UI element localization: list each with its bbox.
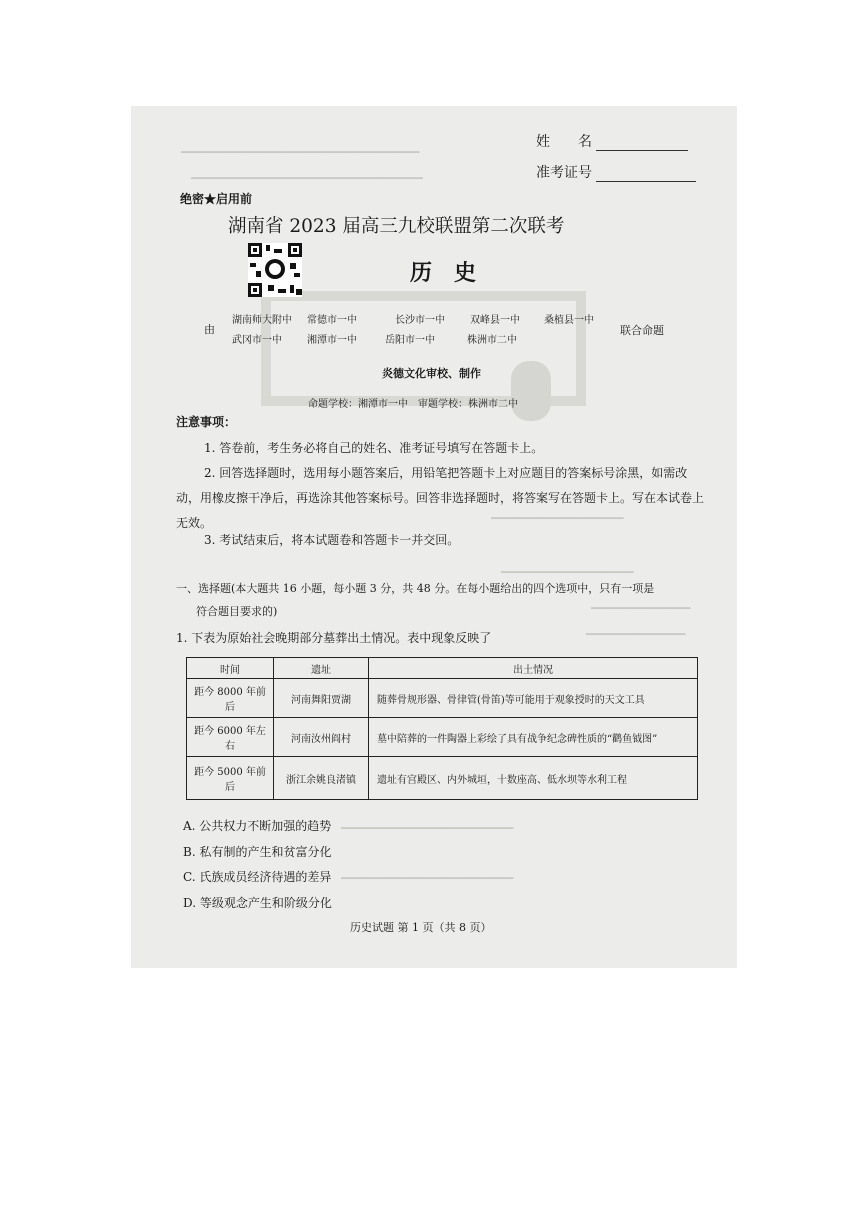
question-stem: 1. 下表为原始社会晚期部分墓葬出土情况。表中现象反映了 — [176, 631, 492, 645]
table-header-row — [187, 658, 698, 679]
table-row — [187, 718, 698, 757]
note-item-3: 3. 考试结束后，将本试题卷和答题卡一并交回。 — [204, 533, 460, 547]
page-footer: 历史试题 第 1 页（共 8 页） — [350, 921, 492, 934]
id-field — [536, 162, 696, 182]
school-item: 常德市一中 — [307, 315, 357, 326]
table-cell: 墓中陪葬的一件陶器上彩绘了具有战争纪念碑性质的“鹳鱼钺图” — [369, 718, 698, 757]
table-row — [187, 679, 698, 718]
column-header: 遗址 — [274, 658, 369, 679]
exam-page-scan: ━━━━━━━━━━━━━━━━━━━━━━━━━━━━━━━━━━━━ ━━━━━━━━━━━━━━━━━━━━━━━━━━━━━━━━━━━ ━━━━━━━━━━━━━━━━━━━━ ━━━━━━━━━━━━━━━━━━━━ ━━━━━━━━━━━━━━━ ━━━━━━━━━━━━━━━ ━━━━━━━━━━━━━━━━━━━━━━━━━━ ━━━━━━━━━━━━━━━━━━━━━━━━━━ 姓 名 准考证号 绝密★启用前 湖南省 2023 届高三九校联盟第二次联考 历 史 由 湖南师大附中 常德市一中 长沙市一中 双峰县一中 桑植县一中 武冈市一中 湘潭市一中 岳阳市一中 株洲市二中 联合命题 炎德文化审校、制作 命题学校：湘潭市一中 审题学校：株洲市二中 注意事项： 1. 答卷前，考生务必将自己的姓名、准考证号填写在答题卡上。 2. 回答选择题时，选用每小题答案后，用铅笔把答题卡上对应题目的答案标号涂黑，如需改动，用橡皮擦干净后，再选涂其他答案标号。回答非选择题时，将答案写在答题卡上。写在本试卷上无效。 3. 考试结束后，将本试题卷和答题卡一并交回。 一、选择题(本大题共 16 小题，每小题 3 分，共 48 分。在每小题给出的四个选项中，只有一项是 符合题目要求的) 1. 下表为原始社会晚期部分墓葬出土情况。表中现象反映了 时间 遗址 出土情况 距今 8000 年前后 河南舞阳贾湖 随葬骨规形器、骨律管(骨笛)等可能用于观象授时的天文工具 距今 6000 年左右 河南汝州阎村 墓中陪葬的一件陶器上彩绘了具有战争纪念碑性质的“鹳鱼钺图” 距今 5000 年前后 浙江余姚良渚镇 遗址有宫殿区、内外城垣，十数座高、低水坝等水利工程 A. 公共权力不断加强的趋势 B. 私有制的产生和贫富分化 C. 氏族成员经济待遇的差异 D. 等级观念产生和阶级分化 历史试题 第 1 页（共 8 页） — [131, 106, 737, 968]
note-item-1: 1. 答卷前，考生务必将自己的姓名、准考证号填写在答题卡上。 — [204, 441, 544, 455]
excavation-table — [186, 657, 698, 800]
school-item: 双峰县一中 — [470, 315, 520, 326]
makers-line: 命题学校：湘潭市一中 审题学校：株洲市二中 — [308, 399, 518, 410]
name-label: 姓 名 — [536, 134, 592, 150]
school-item: 长沙市一中 — [395, 315, 445, 326]
school-item: 株洲市二中 — [467, 335, 517, 346]
subject-title: 历 史 — [410, 260, 477, 286]
review-line: 炎德文化审校、制作 — [382, 367, 481, 380]
name-field — [536, 131, 688, 151]
section-header-cont: 符合题目要求的) — [196, 605, 278, 618]
exam-title: 湖南省 2023 届高三九校联盟第二次联考 — [228, 216, 565, 237]
option-d[interactable]: D. 等级观念产生和阶级分化 — [183, 896, 332, 910]
option-b[interactable]: B. 私有制的产生和贫富分化 — [183, 845, 332, 859]
column-header: 出土情况 — [369, 658, 698, 679]
section-header: 一、选择题(本大题共 16 小题，每小题 3 分，共 48 分。在每小题给出的四个选项中，只有一项是 — [176, 582, 655, 595]
table-cell: 距今 8000 年前后 — [187, 679, 274, 718]
secret-label: 绝密★启用前 — [180, 192, 253, 206]
table-cell: 随葬骨规形器、骨律管(骨笛)等可能用于观象授时的天文工具 — [369, 679, 698, 718]
notes-title: 注意事项： — [176, 415, 237, 429]
table-cell: 河南舞阳贾湖 — [274, 679, 369, 718]
option-c[interactable]: C. 氏族成员经济待遇的差异 — [183, 870, 332, 884]
school-item: 湖南师大附中 — [232, 315, 292, 326]
table-cell: 浙江余姚良渚镇 — [274, 757, 369, 800]
table-row — [187, 757, 698, 800]
table-cell: 距今 6000 年左右 — [187, 718, 274, 757]
school-item: 武冈市一中 — [232, 335, 282, 346]
school-item: 湘潭市一中 — [307, 335, 357, 346]
qr-code — [248, 243, 302, 297]
note-item-2: 2. 回答选择题时，选用每小题答案后，用铅笔把答题卡上对应题目的答案标号涂黑，如需改动，用橡皮擦干净后，再选涂其他答案标号。回答非选择题时，将答案写在答题卡上。写在本试卷上无效。 — [176, 466, 705, 530]
column-header: 时间 — [187, 658, 274, 679]
schools-suffix: 联合命题 — [620, 324, 664, 337]
school-item: 岳阳市一中 — [385, 335, 435, 346]
table-cell: 遗址有宫殿区、内外城垣，十数座高、低水坝等水利工程 — [369, 757, 698, 800]
table-cell: 河南汝州阎村 — [274, 718, 369, 757]
id-input-line[interactable] — [596, 165, 696, 182]
schools-prefix: 由 — [204, 323, 215, 336]
id-label: 准考证号 — [536, 165, 592, 181]
table-cell: 距今 5000 年前后 — [187, 757, 274, 800]
name-input-line[interactable] — [596, 134, 688, 151]
school-item: 桑植县一中 — [544, 315, 594, 326]
option-a[interactable]: A. 公共权力不断加强的趋势 — [183, 819, 332, 833]
